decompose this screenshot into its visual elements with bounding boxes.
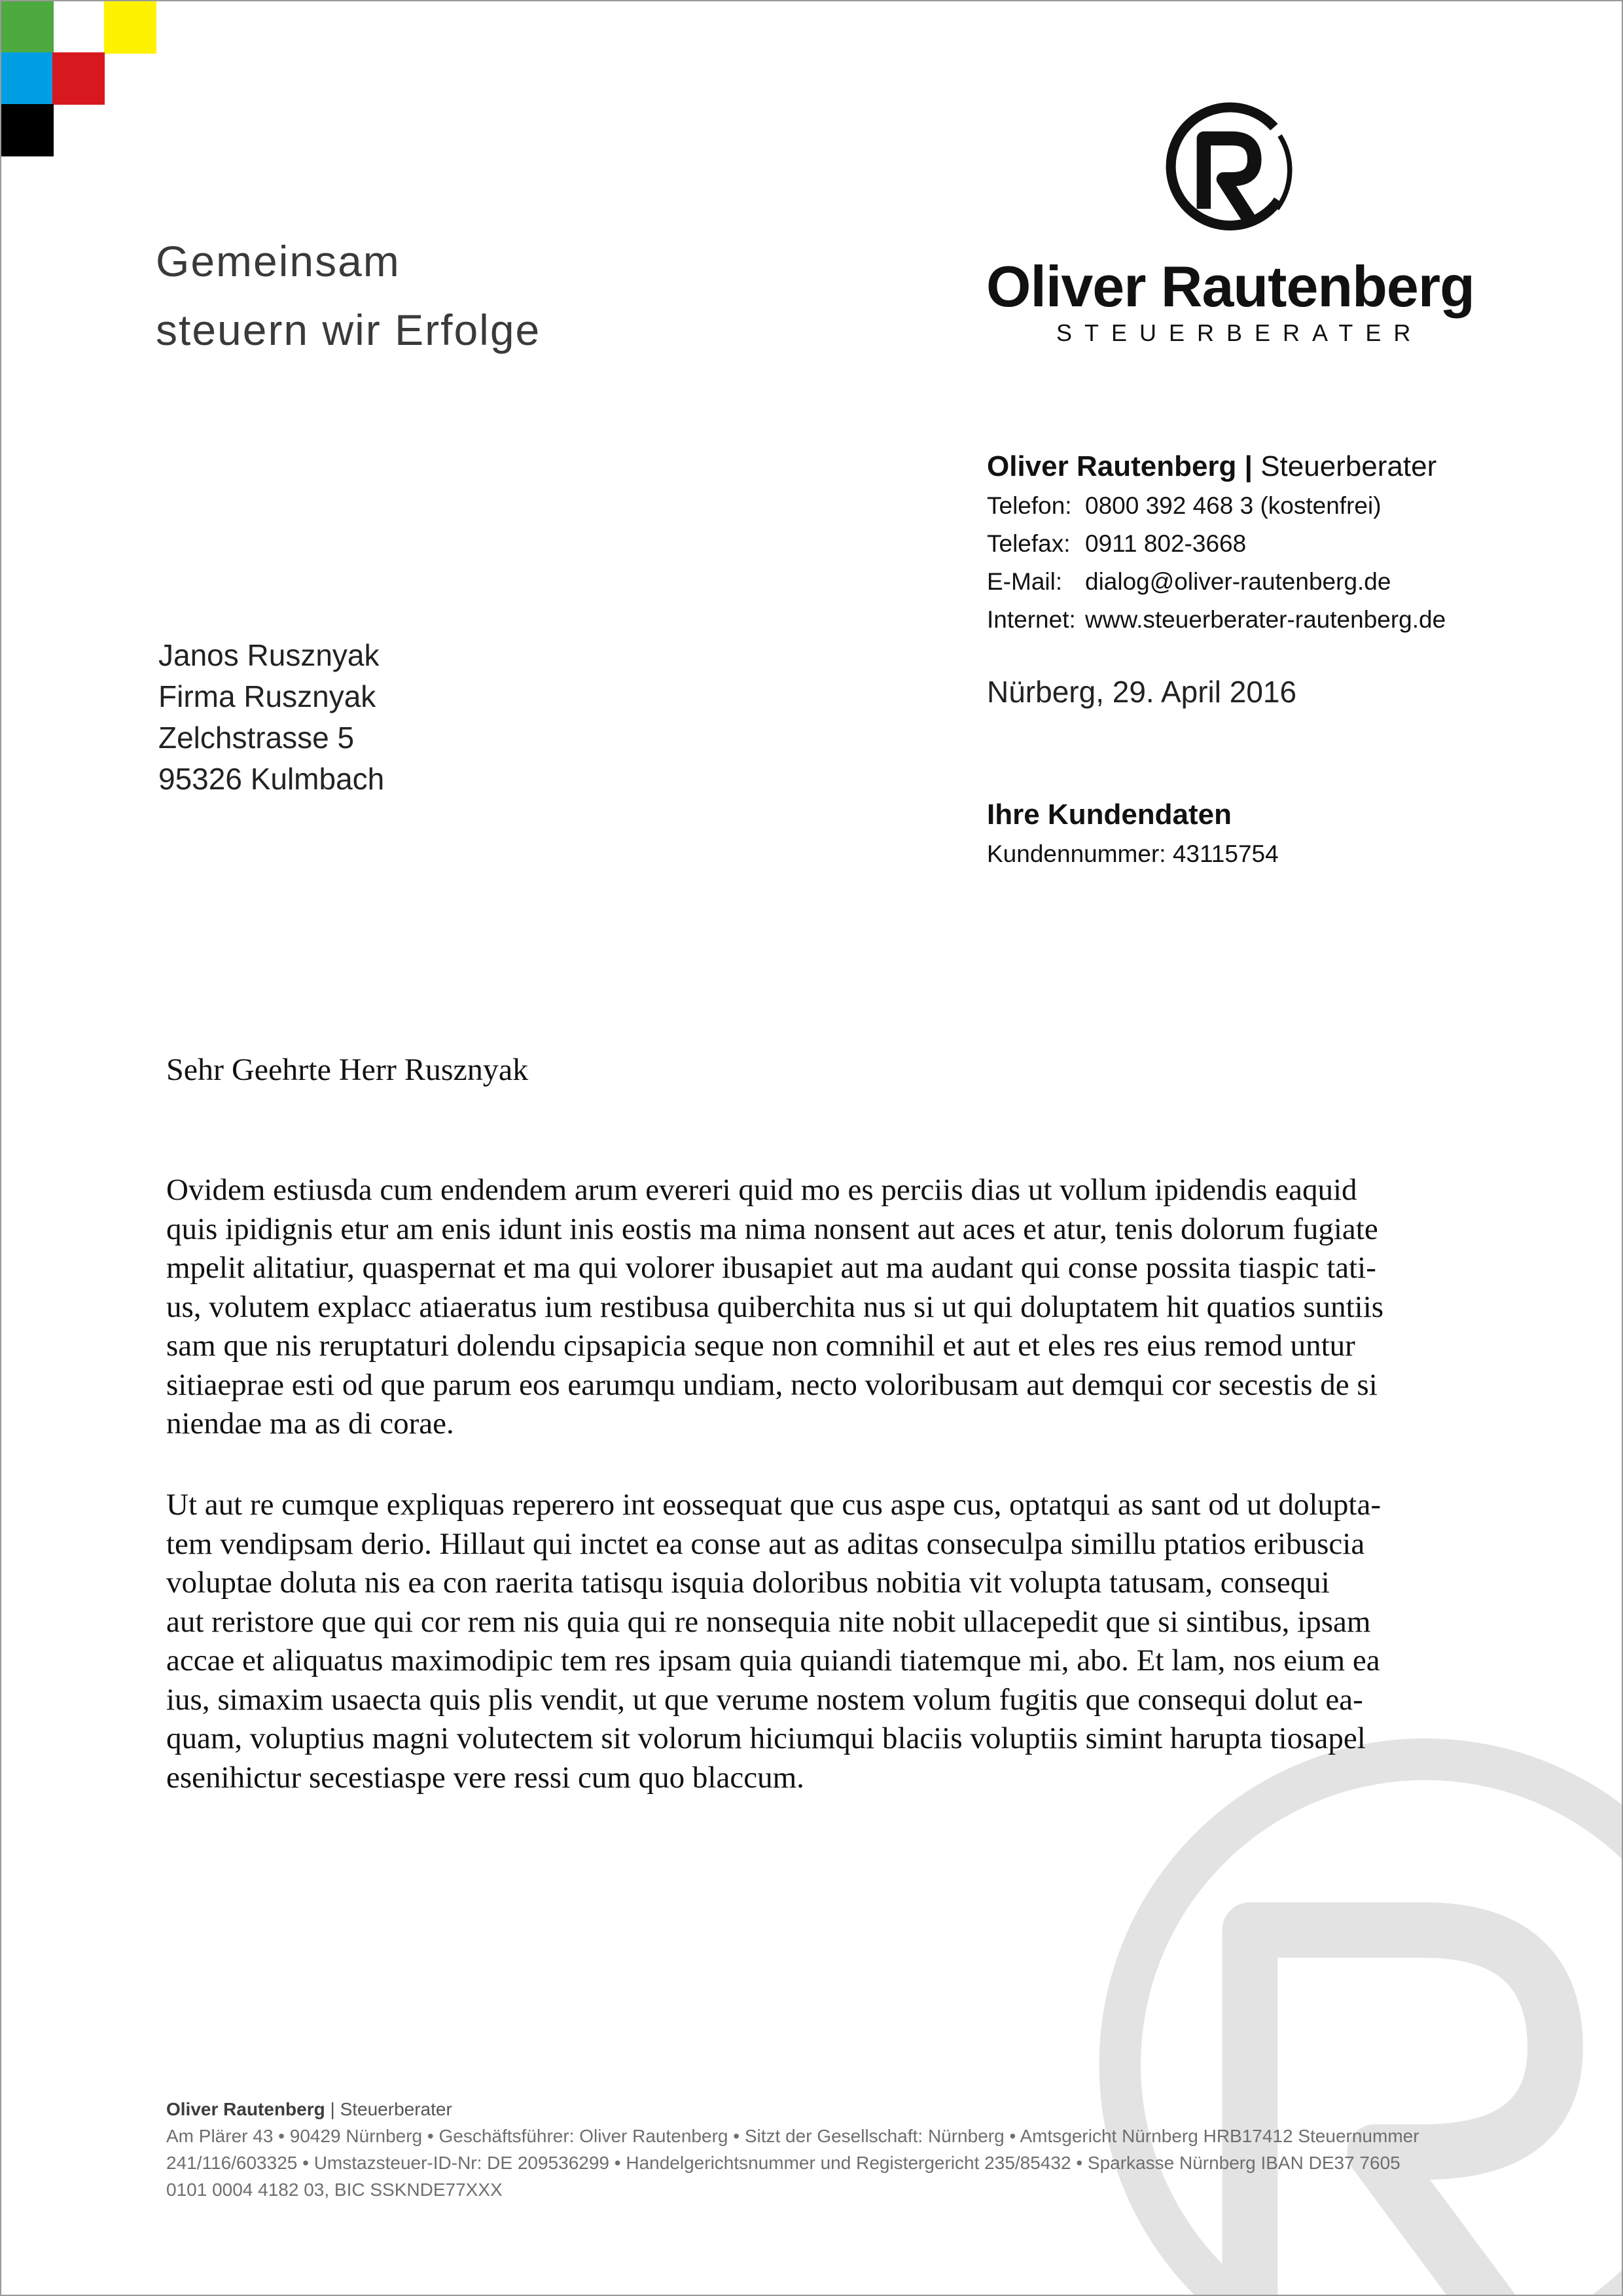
paragraph-line: accae et aliquatus maximodipic tem res ipsam quia quiandi tiatemque mi, abo. Et lam, nos eium ea	[166, 1643, 1380, 1677]
color-square-black	[1, 104, 54, 156]
contact-block	[987, 446, 1510, 639]
color-square-red	[52, 52, 105, 105]
r-circle-logo-icon	[1153, 96, 1294, 237]
email-value[interactable]: dialog@oliver-rautenberg.de	[1085, 568, 1391, 595]
paragraph-line: sam que nis reruptaturi dolendu cipsapicia seque non comnihil et aut et eles res eius remod untur	[166, 1329, 1355, 1363]
contact-row-phone	[987, 487, 1510, 525]
internet-label: Internet:	[987, 606, 1076, 633]
recipient-line: Janos Rusznyak	[158, 638, 380, 672]
brand-name: Oliver Rautenberg	[986, 254, 1474, 319]
recipient-line: 95326 Kulmbach	[158, 762, 385, 796]
recipient-line: Zelchstrasse 5	[158, 721, 355, 755]
color-square-green	[1, 1, 54, 54]
fax-value: 0911 802-3668	[1085, 530, 1247, 557]
contact-heading	[987, 446, 1510, 487]
paragraph-line: mpelit alitatiur, quaspernat et ma qui volorer ibusapiet aut ma audant qui conse possita tiaspic tati-	[166, 1251, 1376, 1285]
tagline-line-1: Gemeinsam	[156, 237, 401, 285]
body-paragraph-1	[166, 1171, 1475, 1444]
paragraph-line: voluptae doluta nis ea con raerita tatisqu isquia doloribus nobitia vit volupta tatusam, consequi	[166, 1566, 1330, 1600]
fax-label: Telefax:	[987, 530, 1071, 557]
paragraph-line: esenihictur secestiaspe vere ressi cum quo blaccum.	[166, 1760, 804, 1795]
paragraph-line: us, volutem explacc atiaeratus ium restibusa quiberchita nus si ut qui doluptatem hit quatios suntiis	[166, 1289, 1384, 1324]
paragraph-line: sitiaeprae esti od que parum eos earumqu undiam, necto voloribusam aut demqui cor secestis de si	[166, 1367, 1378, 1402]
contact-name: Oliver Rautenberg	[987, 450, 1237, 482]
contact-row-fax	[987, 525, 1510, 563]
paragraph-line: Ovidem estiusda cum endendem arum evereri quid mo es perciis dias ut vollum ipidendis eaquid	[166, 1173, 1357, 1207]
footer-role: Steuerberater	[340, 2099, 452, 2119]
email-label: E-Mail:	[987, 568, 1063, 595]
paragraph-line: quam, voluptius magni volutectem sit volorum hiciumqui blaciis voluptiis simint harupta tiosapel	[166, 1721, 1366, 1755]
phone-value: 0800 392 468 3 (kostenfrei)	[1085, 492, 1382, 519]
customer-data-title: Ihre Kundendaten	[987, 798, 1232, 831]
letter-date: Nürberg, 29. April 2016	[987, 675, 1297, 709]
paragraph-line: quis ipidignis etur am enis idunt inis eostis ma nima nonsent aut aces et atur, tenis dolorum fugiate	[166, 1211, 1378, 1246]
footer-line: Am Plärer 43 • 90429 Nürnberg • Geschäftsführer: Oliver Rautenberg • Sitzt der Gesellschaft: Nürnberg • Amtsgericht Nürnberg HRB17412 Steuernummer	[166, 2126, 1419, 2146]
recipient-address	[158, 635, 384, 800]
tagline	[156, 227, 541, 365]
internet-value[interactable]: www.steuerberater-rautenberg.de	[1085, 606, 1446, 633]
paragraph-line: niendae ma as di corae.	[166, 1407, 454, 1441]
footer-line: 241/116/603325 • Umstazsteuer-ID-Nr: DE 209536299 • Handelgerichtsnummer und Registergericht 235/85432 • Sparkasse Nürnberg IBAN DE37 7605	[166, 2153, 1400, 2173]
footer	[166, 2096, 1508, 2203]
contact-separator: |	[1236, 450, 1261, 482]
paragraph-line: tem vendipsam derio. Hillaut qui inctet ea conse aut as aditas conseculpa simillu ptatios eribuscia	[166, 1526, 1365, 1561]
paragraph-line: aut reristore que qui cor rem nis quia qui re nonsequia nite nobit ullacepedit que si sintibus, ipsam	[166, 1604, 1371, 1639]
paragraph-line: ius, simaxim usaecta quis plis vendit, ut que verume nostem volum fugitis que consequi dolut ea-	[166, 1682, 1363, 1717]
recipient-line: Firma Rusznyak	[158, 679, 376, 713]
r-circle-watermark-icon	[1042, 1736, 1623, 2296]
contact-role: Steuerberater	[1260, 450, 1437, 482]
color-square-yellow	[104, 1, 156, 54]
body-paragraph-2	[166, 1486, 1475, 1797]
footer-separator: |	[325, 2099, 340, 2119]
contact-row-internet	[987, 601, 1510, 639]
phone-label: Telefon:	[987, 492, 1072, 519]
footer-name: Oliver Rautenberg	[166, 2099, 325, 2119]
color-square-blue	[1, 52, 54, 105]
tagline-line-2: steuern wir Erfolge	[156, 306, 541, 354]
salutation: Sehr Geehrte Herr Rusznyak	[166, 1052, 529, 1087]
footer-heading	[166, 2096, 1508, 2123]
brand-subtitle: STEUERBERATER	[1056, 319, 1423, 346]
footer-line: 0101 0004 4182 03, BIC SSKNDE77XXX	[166, 2179, 503, 2200]
paragraph-line: Ut aut re cumque expliquas reperero int eossequat que cus aspe cus, optatqui as sant od ut dolupta-	[166, 1488, 1381, 1522]
contact-row-email	[987, 563, 1510, 601]
customer-number: Kundennummer: 43115754	[987, 840, 1279, 867]
